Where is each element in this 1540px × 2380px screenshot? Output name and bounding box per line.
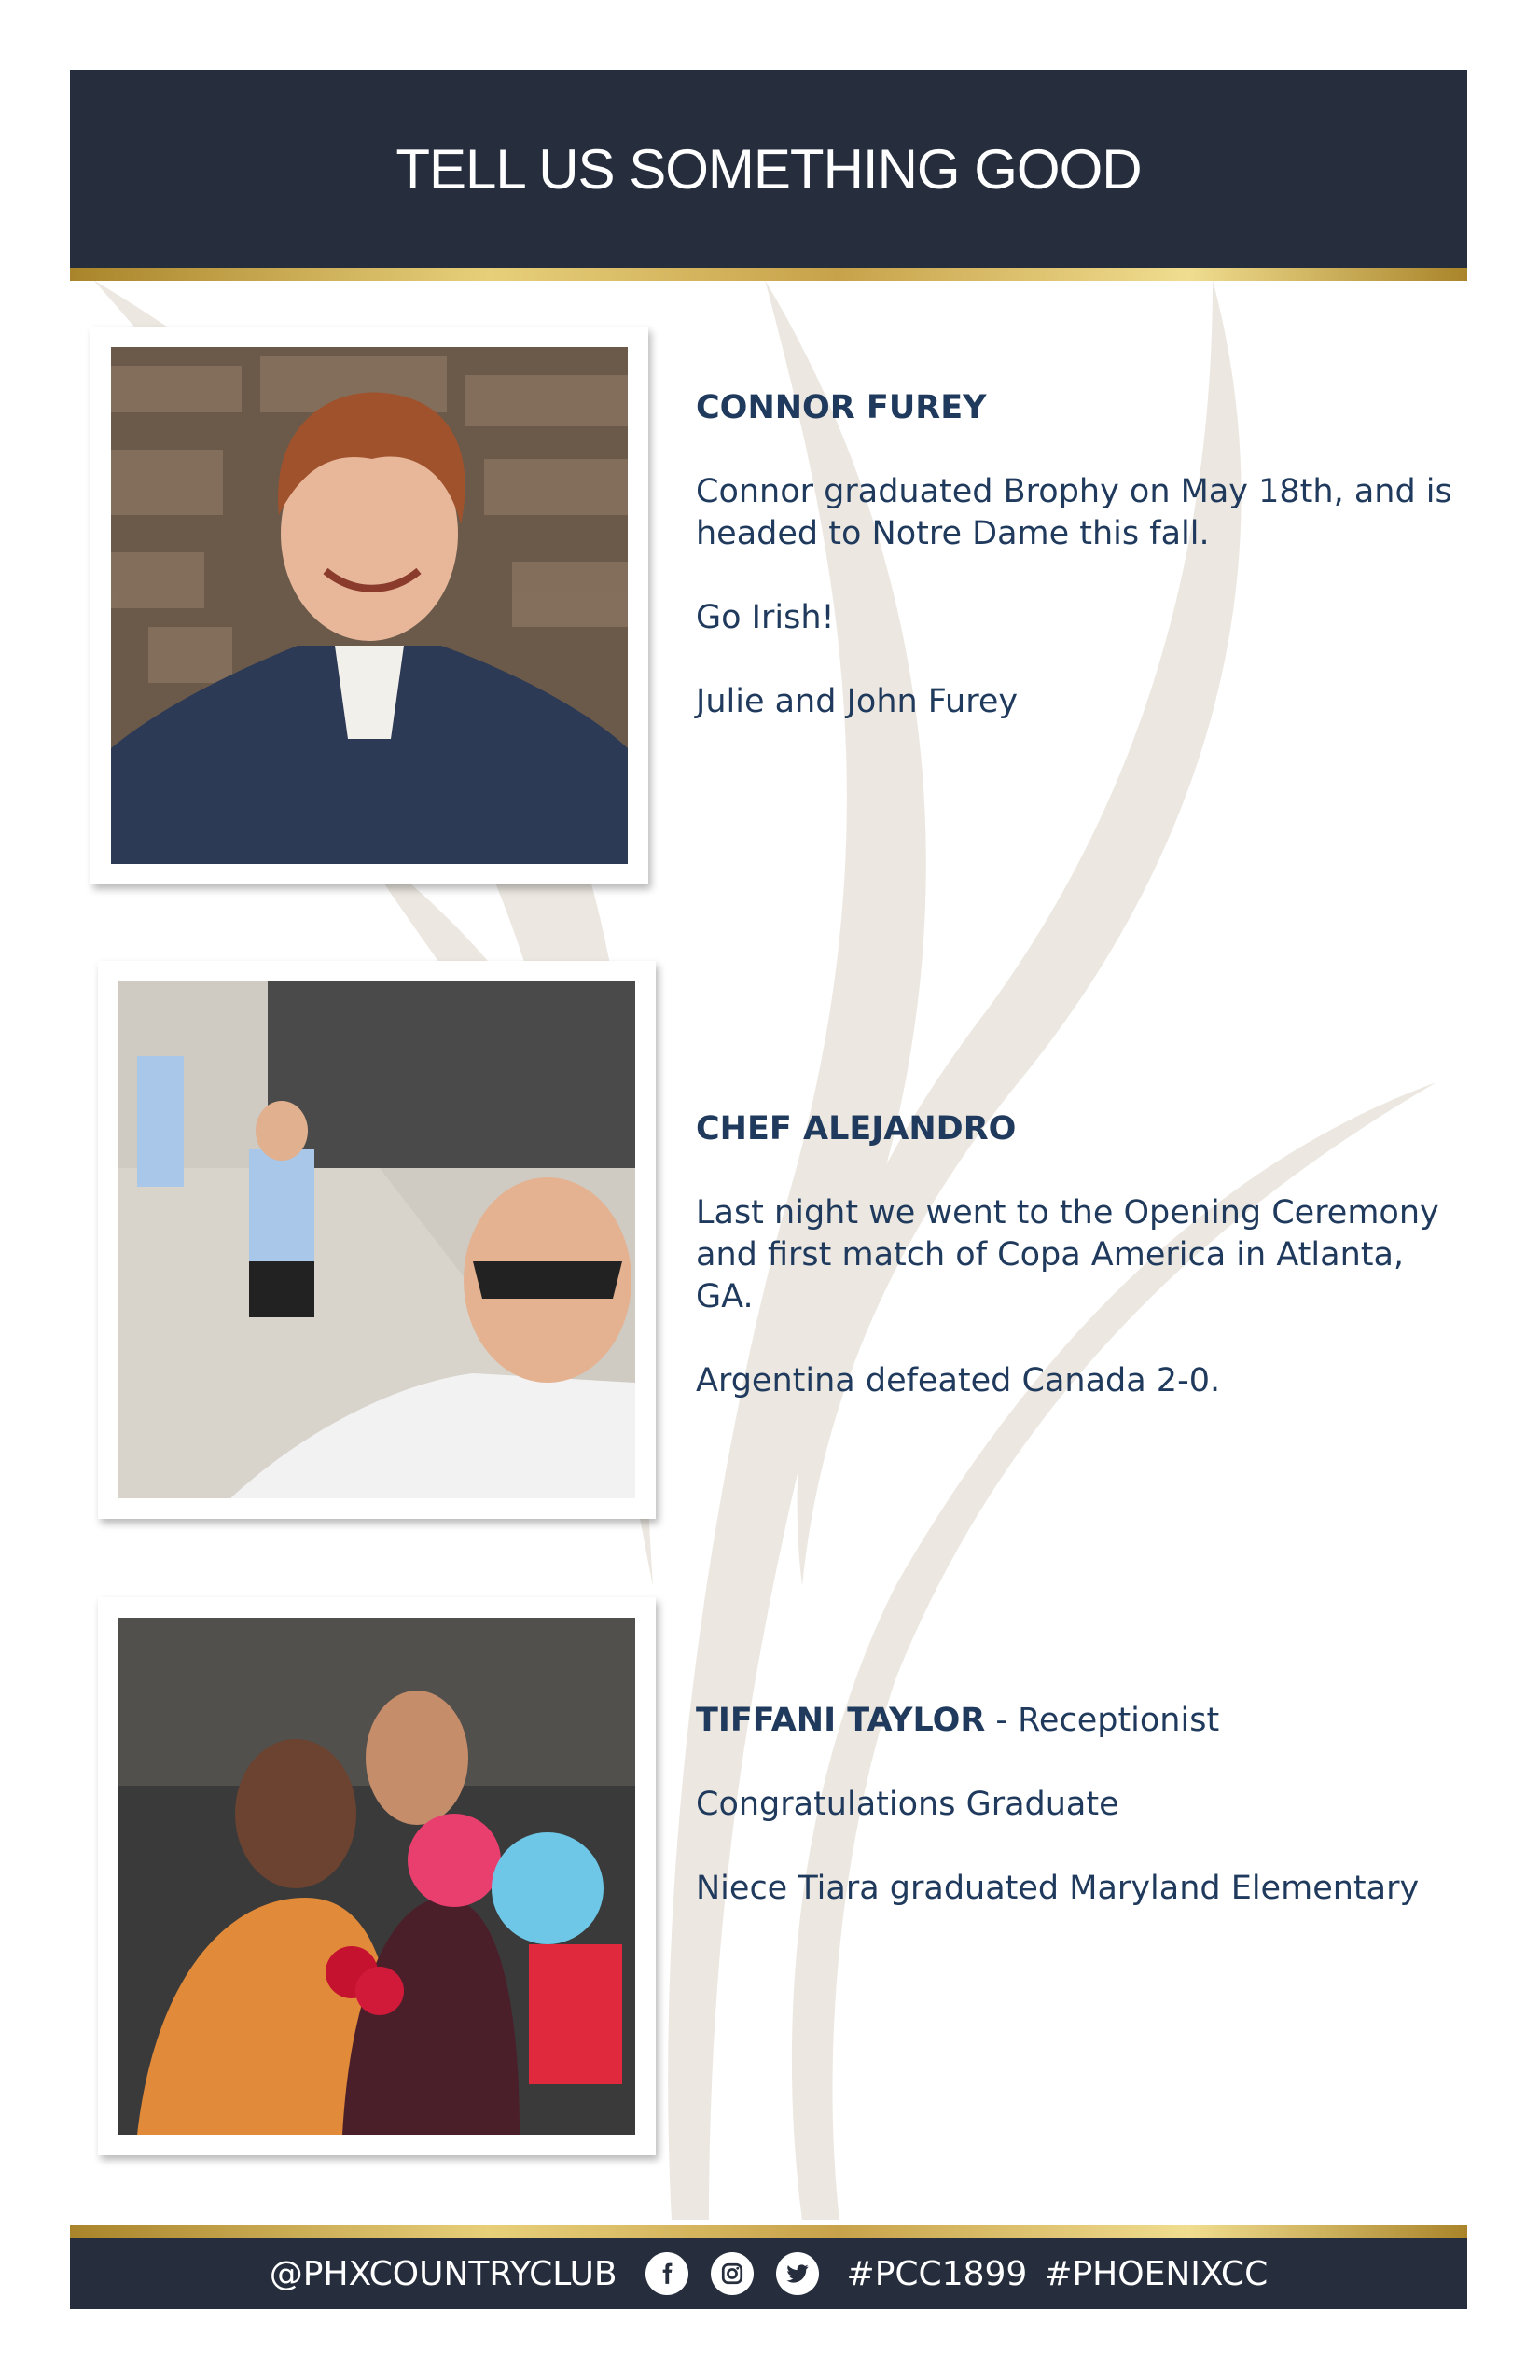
story-role: - Receptionist [985,1702,1220,1739]
story-paragraph: Go Irish! [696,599,835,636]
hashtag-pcc1899: #PCC1899 [846,2254,1028,2293]
story-paragraph: Connor graduated Brophy on May 18th, and is headed to Notre Dame this fall. [696,473,1452,552]
graduation-image [118,1618,635,2135]
gold-divider-top [70,268,1467,281]
hashtag-phoenixcc: #PHOENIXCC [1044,2254,1269,2293]
page-title: TELL US SOMETHING GOOD [395,137,1142,201]
story-paragraph: Niece Tiara graduated Maryland Elementary [696,1870,1420,1907]
photo-chef-alejandro [98,961,656,1519]
story-paragraph: Congratulations Graduate [696,1786,1119,1823]
gold-divider-bottom [70,2225,1467,2238]
social-handle: @PHXCOUNTRYCLUB [269,2254,617,2293]
story-name: CONNOR FUREY [696,389,987,426]
facebook-icon[interactable] [645,2252,688,2295]
story-paragraph: Last night we went to the Opening Ceremony and first match of Copa America in Atlanta, GA. [696,1194,1439,1315]
page-header [70,70,1467,268]
selfie-image [118,981,635,1498]
portrait-image [111,347,628,864]
twitter-icon[interactable] [776,2252,819,2295]
story-name: TIFFANI TAYLOR [696,1702,986,1739]
photo-tiffani-taylor [98,1597,656,2155]
photo-connor-furey [90,327,648,884]
story-tiffani-taylor [696,1700,1461,1952]
story-paragraph: Argentina defeated Canada 2-0. [696,1362,1221,1399]
instagram-icon[interactable] [711,2252,754,2295]
story-connor-furey [696,387,1461,765]
story-name: CHEF ALEJANDRO [696,1110,1017,1148]
story-paragraph: Julie and John Furey [696,683,1019,720]
page-footer [70,2238,1467,2309]
story-chef-alejandro [696,1108,1461,1444]
